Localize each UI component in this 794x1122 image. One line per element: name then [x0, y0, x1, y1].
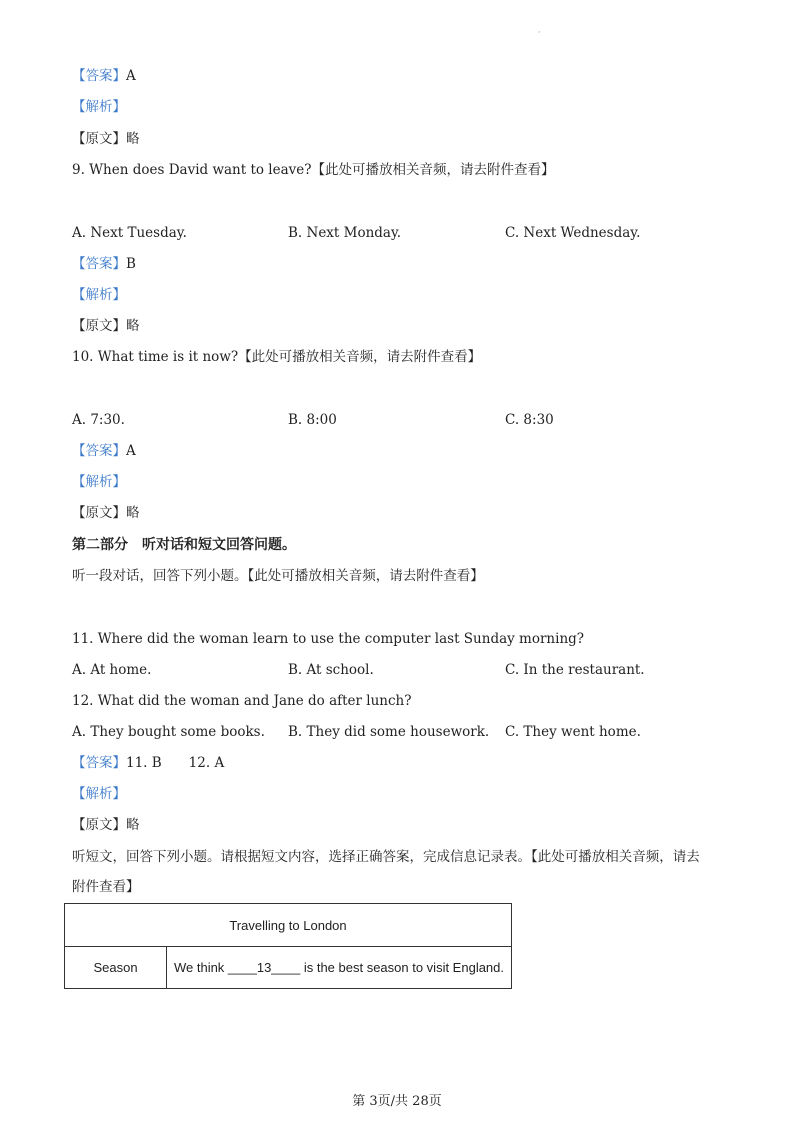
q11-option-c: C. In the restaurant. [505, 662, 645, 678]
question-10: 10. What time is it now?【此处可播放相关音频，请去附件查看】 [72, 349, 482, 365]
answer-line-11-12 [72, 754, 224, 772]
answer-line-10 [72, 442, 136, 460]
original-tag: 【原文】 [72, 505, 126, 521]
answer-tag: 【答案】 [72, 68, 126, 84]
answer-value: A [126, 68, 136, 84]
analysis-line-11-12 [72, 785, 126, 803]
q11-option-b: B. At school. [288, 662, 374, 678]
answer-line-9 [72, 255, 136, 273]
answer-value: 11. B 12. A [126, 755, 225, 771]
analysis-line-8 [72, 98, 126, 116]
answer-tag: 【答案】 [72, 256, 126, 272]
table-row-text: We think ____13____ is the best season to visit England. [167, 947, 512, 989]
question-11: 11. Where did the woman learn to use the computer last Sunday morning? [72, 631, 585, 647]
q12-option-b: B. They did some housework. [288, 724, 490, 740]
table-title-row [65, 904, 512, 947]
analysis-line-10 [72, 473, 126, 491]
analysis-tag: 【解析】 [72, 474, 126, 490]
section-2-title: 第二部分 听对话和短文回答问题。 [72, 537, 296, 553]
q10-option-a: A. 7:30. [72, 412, 125, 428]
original-line-9 [72, 317, 140, 335]
q11-option-a: A. At home. [72, 662, 152, 678]
page-footer: 第 3页/共 28页 [352, 1094, 442, 1109]
info-record-table [64, 903, 512, 989]
original-tag: 【原文】 [72, 318, 126, 334]
question-12: 12. What did the woman and Jane do after lunch? [72, 693, 412, 709]
q9-option-c: C. Next Wednesday. [505, 225, 641, 241]
analysis-tag: 【解析】 [72, 786, 126, 802]
q9-option-a: A. Next Tuesday. [72, 225, 187, 241]
answer-line-8 [72, 67, 136, 85]
original-line-11-12 [72, 816, 140, 834]
q12-option-a: A. They bought some books. [72, 724, 265, 740]
original-tag: 【原文】 [72, 131, 126, 147]
table-row-label: Season [65, 947, 167, 989]
header-dot: · [538, 28, 541, 37]
original-value: 略 [126, 817, 140, 833]
original-line-10 [72, 504, 140, 522]
analysis-tag: 【解析】 [72, 287, 126, 303]
original-line-8 [72, 130, 140, 148]
answer-value: A [126, 443, 136, 459]
analysis-line-9 [72, 286, 126, 304]
passage-intro-line-1: 听短文，回答下列小题。请根据短文内容，选择正确答案，完成信息记录表。【此处可播放相关音频，请去 [72, 849, 700, 865]
original-value: 略 [126, 505, 140, 521]
q9-option-b: B. Next Monday. [288, 225, 402, 241]
q10-option-b: B. 8:00 [288, 412, 337, 428]
table-title: Travelling to London [65, 904, 512, 947]
original-value: 略 [126, 131, 140, 147]
question-9: 9. When does David want to leave?【此处可播放相关音频，请去附件查看】 [72, 162, 555, 178]
section-2-intro: 听一段对话，回答下列小题。【此处可播放相关音频，请去附件查看】 [72, 568, 484, 584]
original-value: 略 [126, 318, 140, 334]
answer-tag: 【答案】 [72, 755, 126, 771]
original-tag: 【原文】 [72, 817, 126, 833]
analysis-tag: 【解析】 [72, 99, 126, 115]
q12-option-c: C. They went home. [505, 724, 641, 740]
passage-intro-line-2: 附件查看】 [72, 879, 140, 895]
table-row [65, 947, 512, 989]
q10-option-c: C. 8:30 [505, 412, 554, 428]
answer-tag: 【答案】 [72, 443, 126, 459]
answer-value: B [126, 256, 136, 272]
